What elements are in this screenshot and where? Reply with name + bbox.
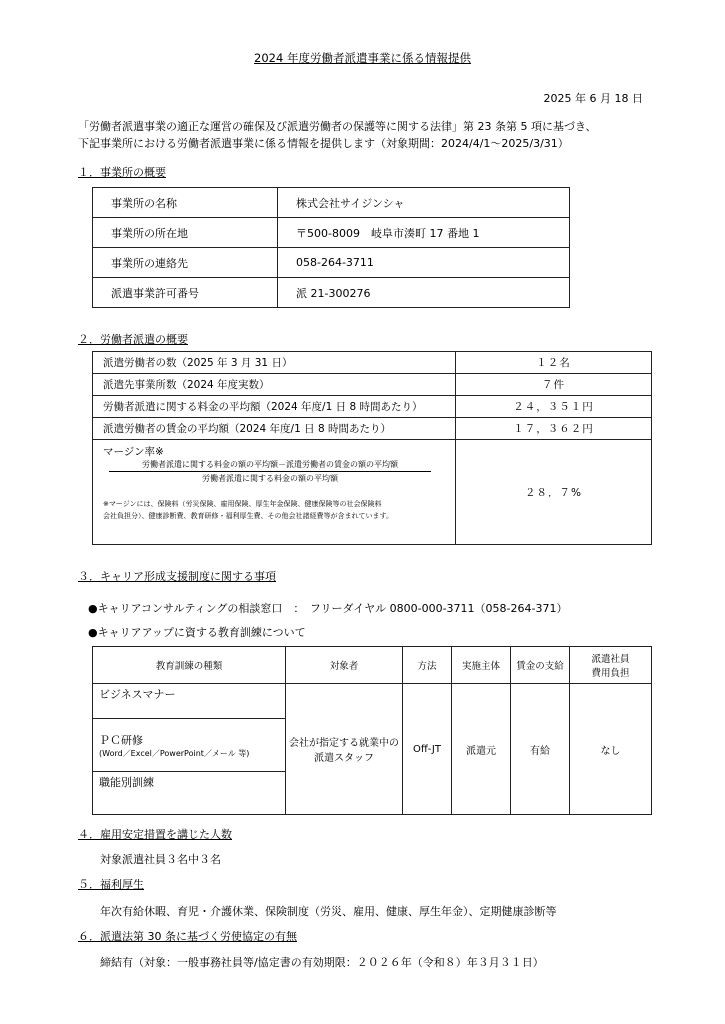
section-4-text: 対象派遣社員３名中３名 [100,853,221,866]
training-table [92,646,652,815]
cell-value: 〒500-8009 岐阜市湊町 17 番地 1 [278,218,570,248]
cell-wage: 有給 [511,684,570,815]
training-skill: 職能別訓練 [93,772,286,815]
consulting-contact: ●キャリアコンサルティングの相談窓口 ： フリーダイヤル 0800-000-3711（058-264-371） [88,602,568,615]
issue-date: 2025 年 6 月 18 日 [543,92,643,105]
header-organizer: 実施主体 [452,647,511,684]
cell-value: 株式会社サイジンシャ [278,188,570,218]
margin-note-line-2: 会社負担分）、健康診断費、教育研修・福利厚生費、その他会社諸経費等が含まれています。 [103,512,393,520]
cell-label: 事業所の連絡先 [93,248,278,278]
cell-label: 派遣先事業所数（2024 年度実数） [93,374,456,396]
training-pc-title: ＰＣ研修 [99,733,143,747]
section-3-heading: ３．キャリア形成支援制度に関する事項 [78,570,276,583]
section-5-text: 年次有給休暇、育児・介護休業、保険制度（労災、雇用、健康、厚生年金）、定期健康診断等 [100,905,557,918]
cell-target: 会社が指定する就業中の派遣スタッフ [286,684,403,815]
table-row [93,352,652,374]
section-6-heading: ６．派遣法第 30 条に基づく労使協定の有無 [78,930,297,943]
cell-value: ７件 [456,374,652,396]
section-1-heading: １．事業所の概要 [78,166,166,179]
cell-value: ２４，３５１円 [456,396,652,418]
table-row [93,278,570,308]
cell-label: 派遣労働者の数（2025 年 3 月 31 日） [93,352,456,374]
header-wage: 賃金の支給 [511,647,570,684]
margin-rate-label: マージン率※ [103,446,164,458]
cell-method: Off-JT [403,684,452,815]
margin-rate-cell [93,440,456,545]
cell-value: １７，３６２円 [456,418,652,440]
table-row [93,418,652,440]
table-row [93,374,652,396]
intro-line-1: 「労働者派遣事業の適正な運営の確保及び派遣労働者の保護等に関する法律」第 23 条第 5 項に基づき、 [78,120,597,133]
table-row [93,440,652,545]
table-row [93,248,570,278]
margin-rate-value: ２８．７% [456,440,652,545]
document-title: 2024 年度労働者派遣事業に係る情報提供 [254,51,471,65]
training-business-manner: ビジネスマナー [93,684,286,719]
header-training-type: 教育訓練の種類 [93,647,286,684]
table-row [93,218,570,248]
cell-value: 058-264-3711 [278,248,570,278]
header-cost [570,647,652,684]
cell-organizer: 派遣元 [452,684,511,815]
cell-label: 派遣労働者の賃金の平均額（2024 年度/1 日 8 時間あたり） [93,418,456,440]
margin-formula-denominator: 労働者派遣に関する料金の額の平均額 [202,474,338,483]
dispatch-overview-table [92,351,652,545]
cell-label: 事業所の所在地 [93,218,278,248]
table-row [93,684,652,719]
header-method: 方法 [403,647,452,684]
margin-note-line-1: ※マージンには、保険料（労災保険、雇用保険、厚生年金保険、健康保険等の社会保険料 [103,500,382,508]
training-pc-detail: (Word／Excel／PowerPoint／メール 等) [99,748,250,758]
section-5-heading: ５．福利厚生 [78,878,144,891]
cell-label: 事業所の名称 [93,188,278,218]
header-cost-line-2: 費用負担 [591,668,630,679]
cell-cost: なし [570,684,652,815]
table-row [93,188,570,218]
table-row [93,396,652,418]
intro-text [78,118,698,152]
header-cost-line-1: 派遣社員 [591,654,630,665]
intro-line-2: 下記事業所における労働者派遣事業に係る情報を提供します（対象期間：2024/4/1～2025/3/31） [78,137,569,150]
training-intro: ●キャリアアップに資する教育訓練について [88,626,306,639]
cell-label: 労働者派遣に関する料金の平均額（2024 年度/1 日 8 時間あたり） [93,396,456,418]
section-4-heading: ４．雇用安定措置を講じた人数 [78,828,232,841]
office-overview-table [92,187,570,308]
margin-formula-numerator: 労働者派遣に関する料金の額の平均額－派遣労働者の賃金の額の平均額 [142,460,398,469]
cell-label: 派遣事業許可番号 [93,278,278,308]
margin-note [103,498,445,522]
section-2-heading: ２．労働者派遣の概要 [78,333,188,346]
section-6-text: 締結有（対象：一般事務社員等/協定書の有効期限：２０２６年（令和８）年３月３１日） [100,956,544,969]
training-pc [93,719,286,772]
cell-value: １２名 [456,352,652,374]
header-target: 対象者 [286,647,403,684]
table-header-row [93,647,652,684]
cell-value: 派 21-300276 [278,278,570,308]
fraction-bar [109,471,431,472]
